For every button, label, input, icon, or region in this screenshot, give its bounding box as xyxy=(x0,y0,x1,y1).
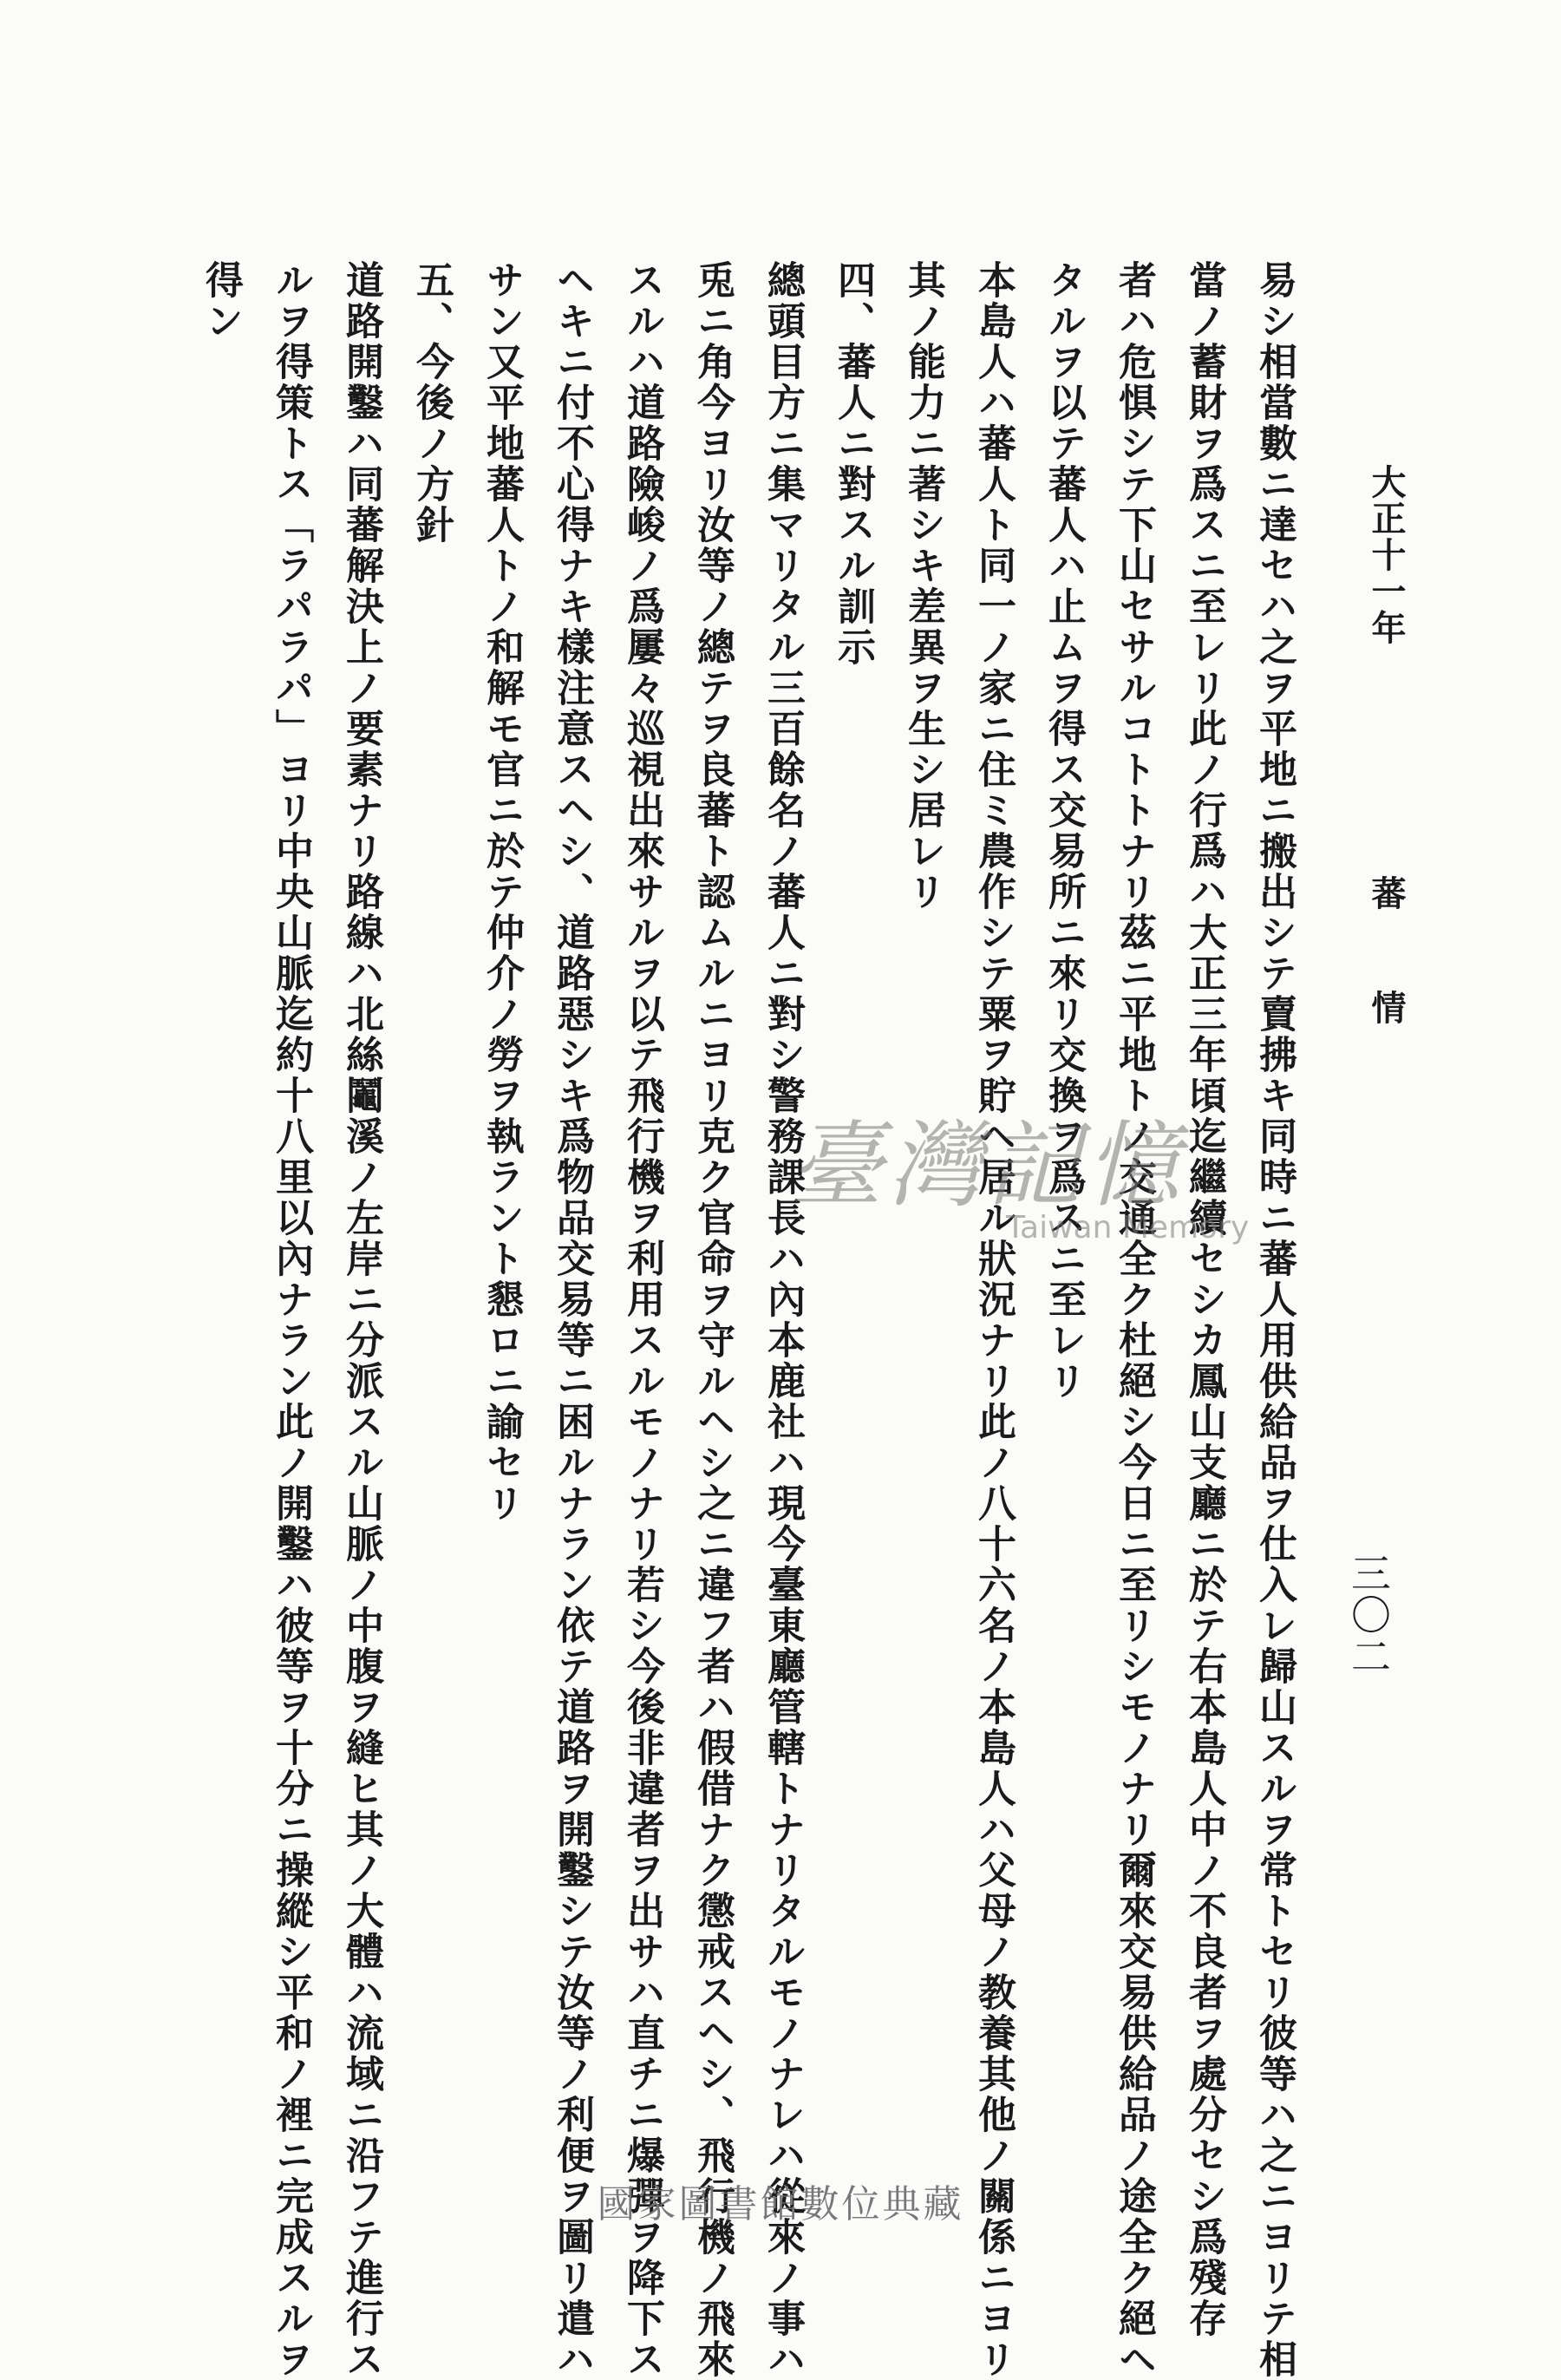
watermark xyxy=(789,1106,1327,1262)
text-column: ヘキニ付不心得ナキ樣注意スヘシ、道路惡シキ爲物品交易等ニ困ルナラン依テ道路ヲ開鑿シテ汝等ノ利便ヲ圖リ遣ハ xyxy=(550,260,594,2380)
text-column: 者ハ危惧シテ下山セサルコトトナリ茲ニ平地トノ交通全ク杜絕シ今日ニ至リシモノナリ爾來交易供給品ノ途全ク絕ヘ xyxy=(1112,260,1156,2380)
watermark-logo: 臺灣記憶 xyxy=(789,1112,1185,1220)
section-heading: 五、今後ノ方針 xyxy=(409,260,454,546)
text-column: 當ノ蓄財ヲ爲スニ至レリ此ノ行爲ハ大正三年頃迄繼續セシカ鳳山支廳ニ於テ右本島人中ノ不良者ヲ處分セシ爲殘存 xyxy=(1182,260,1226,2339)
text-column: サン又平地蕃人トノ和解モ官ニ於テ仲介ノ勞ヲ執ラント懇ロニ諭セリ xyxy=(480,260,524,1524)
text-column: 其ノ能力ニ著シキ差異ヲ生シ居レリ xyxy=(901,260,945,912)
text-column: 總頭目方ニ集マリタル三百餘名ノ蕃人ニ對シ警務課長ハ內本鹿社ハ現今臺東廳管轄トナリタルモノナレハ從來ノ事ハ xyxy=(761,260,805,2380)
text-column: 兎ニ角今ヨリ汝等ノ總テヲ良蕃ト認ムルニヨリ克ク官命ヲ守ルヘシ之ニ違フ者ハ假借ナク懲戒スヘシ、飛行機ノ飛來 xyxy=(690,260,735,2380)
text-column: 道路開鑿ハ同蕃解決上ノ要素ナリ路線ハ北絲鬮溪ノ左岸ニ分派スル山脈ノ中腹ヲ縫ヒ其ノ大體ハ流域ニ沿フテ進行ス xyxy=(339,260,383,2380)
text-column: 易シ相當數ニ達セハ之ヲ平地ニ搬出シテ賣拂キ同時ニ蕃人用供給品ヲ仕入レ歸山スルヲ常トセリ彼等ハ之ニヨリテ相 xyxy=(1252,260,1296,2380)
text-column: 得ン xyxy=(199,260,243,342)
page-number: 三〇二 xyxy=(1345,1553,1392,1677)
text-column: 本島人ハ蕃人ト同一ノ家ニ住ミ農作シテ粟ヲ貯ヘ居ル狀況ナリ此ノ八十六名ノ本島人ハ父母ノ教養其他ノ關係ニヨリ xyxy=(971,260,1016,2380)
footer-stamp: 國家圖書館數位典藏 xyxy=(597,2182,964,2226)
text-column: ルヲ得策トス「ラパラパ」ヨリ中央山脈迄約十八里以內ナラン此ノ開鑿ハ彼等ヲ十分ニ操縱シ平和ノ裡ニ完成スルヲ xyxy=(269,260,313,2380)
text-column: タルヲ以テ蕃人ハ止ムヲ得ス交易所ニ來リ交換ヲ爲スニ至レリ xyxy=(1042,260,1086,1402)
text-column: スルハ道路險峻ノ爲屢々巡視出來サルヲ以テ飛行機ヲ利用スルモノナリ若シ今後非違者ヲ出サハ直チニ爆彈ヲ降下ス xyxy=(620,260,664,2380)
header-section-title: 蕃 情 xyxy=(1366,874,1407,1028)
watermark-subtitle: Taiwan Memory xyxy=(1006,1210,1250,1246)
running-header xyxy=(1360,464,1412,1028)
section-heading: 四、蕃人ニ對スル訓示 xyxy=(831,260,875,668)
header-title: 大正十一年 xyxy=(1366,464,1407,646)
